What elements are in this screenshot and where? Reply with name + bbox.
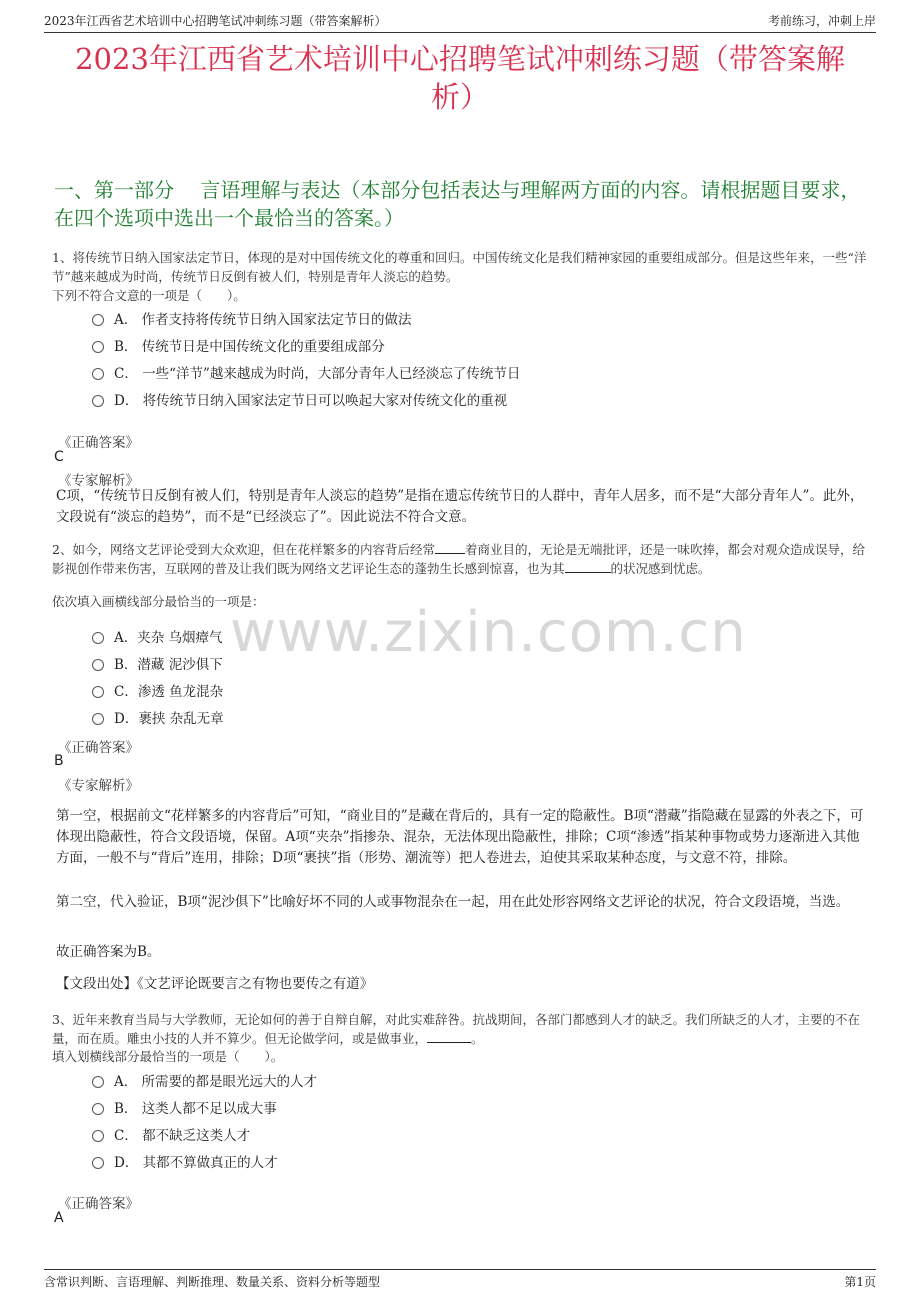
page-header	[44, 10, 876, 33]
option-label: D．裹挟 杂乱无章	[114, 711, 224, 727]
q3-stem-part2: 。	[471, 1031, 484, 1046]
header-slogan: 考前练习，冲刺上岸	[767, 14, 876, 28]
radio-icon[interactable]	[92, 659, 104, 671]
footer-description: 含常识判断、言语理解、判断推理、数量关系、资料分析等题型	[44, 1275, 381, 1289]
page-number: 第1页	[844, 1275, 876, 1289]
q1-analysis-label: 《专家解析》	[58, 473, 139, 489]
radio-icon[interactable]	[92, 314, 104, 326]
page-footer	[44, 1269, 876, 1292]
q1-option-b[interactable]	[92, 335, 385, 355]
q2-analysis-label: 《专家解析》	[58, 778, 139, 794]
q3-answer-label: 《正确答案》	[58, 1196, 139, 1212]
q3-stem-part1: 3、近年来教育当局与大学教师，无论如何的善于自辩自解，对此实难辞咎。抗战期间，各部门都感到人才的缺乏。我们所缺乏的人才，主要的不在量，而在质。雕虫小技的人并不算少。但无论做学问，或是做事业，	[52, 1012, 860, 1046]
q3-option-a[interactable]	[92, 1070, 317, 1090]
radio-icon[interactable]	[92, 1130, 104, 1142]
header-doc-title: 2023年江西省艺术培训中心招聘笔试冲刺练习题（带答案解析）	[44, 14, 387, 28]
radio-icon[interactable]	[92, 1076, 104, 1088]
q1-answer: C	[54, 449, 64, 465]
q2-analysis-2: 第二空，代入验证，B项“泥沙俱下”比喻好坏不同的人或事物混杂在一起，用在此处形容网络文艺评论的状况，符合文段语境，当选。	[56, 894, 850, 910]
option-label: C．渗透 鱼龙混杂	[114, 684, 224, 700]
radio-icon[interactable]	[92, 368, 104, 380]
q3-stem	[52, 1010, 870, 1048]
option-label: B． 传统节日是中国传统文化的重要组成部分	[114, 339, 385, 355]
q2-analysis-1: 第一空，根据前文“花样繁多的内容背后”可知，“商业目的”是藏在背后的，具有一定的隐蔽性。B项“潜藏”指隐藏在显露的外表之下，可体现出隐蔽性，符合文段语境，保留。A项“夹杂”指掺杂、混杂，无法体现出隐蔽性，排除；C项“渗透”指某种事物或势力逐渐进入其他方面，一般不与“背后”连用，排除；D项“裹挟”指（形势、潮流等）把人卷进去，迫使其采取某种态度，与文意不符，排除。	[56, 808, 864, 866]
option-label: C． 都不缺乏这类人才	[114, 1128, 251, 1144]
q1-stem: 1、将传统节日纳入国家法定节日，体现的是对中国传统文化的尊重和回归。中国传统文化是我们精神家园的重要组成部分。但是这些年来，一些“洋节”越来越成为时尚，传统节日反倒有被人们，特别是青年人淡忘的趋势。	[52, 250, 867, 284]
radio-icon[interactable]	[92, 713, 104, 725]
q1-answer-label: 《正确答案》	[58, 435, 139, 451]
option-label: C． 一些“洋节”越来越成为时尚，大部分青年人已经淡忘了传统节日	[114, 366, 521, 382]
q3-option-c[interactable]	[92, 1124, 250, 1144]
q3-option-b[interactable]	[92, 1097, 277, 1117]
radio-icon[interactable]	[92, 1103, 104, 1115]
q3-prompt: 填入划横线部分最恰当的一项是（ ）。	[52, 1049, 284, 1064]
option-label: B． 这类人都不足以成大事	[114, 1101, 277, 1117]
watermark: www.zixin.com.cn	[230, 600, 747, 665]
radio-icon[interactable]	[92, 632, 104, 644]
q2-blank-1	[435, 553, 465, 554]
option-label: D． 将传统节日纳入国家法定节日可以唤起大家对传统文化的重视	[114, 393, 508, 409]
section-heading: 一、第一部分 言语理解与表达（本部分包括表达与理解两方面的内容。请根据题目要求，在四个选项中选出一个最恰当的答案。）	[54, 178, 861, 230]
q1-option-d[interactable]	[92, 389, 507, 409]
q2-stem	[52, 540, 870, 578]
option-label: D． 其都不算做真正的人才	[114, 1155, 278, 1171]
q2-conclusion: 故正确答案为B。	[56, 944, 161, 960]
radio-icon[interactable]	[92, 341, 104, 353]
radio-icon[interactable]	[92, 1157, 104, 1169]
q2-blank-2	[565, 572, 611, 573]
q1-option-a[interactable]	[92, 308, 412, 328]
q2-stem-part1: 2、如今，网络文艺评论受到大众欢迎，但在花样繁多的内容背后经常	[52, 542, 435, 557]
q2-option-a[interactable]	[92, 626, 223, 646]
option-label: A． 作者支持将传统节日纳入国家法定节日的做法	[114, 312, 412, 328]
option-label: A． 所需要的都是眼光远大的人才	[114, 1074, 318, 1090]
option-label: A．夹杂 乌烟瘴气	[114, 630, 223, 646]
q2-stem-part3: 的状况感到忧虑。	[610, 561, 711, 576]
q2-source: 【文段出处】《文艺评论既要言之有物也要传之有道》	[56, 976, 374, 992]
q1-analysis: C项，“传统节日反倒有被人们，特别是青年人淡忘的趋势”是指在遗忘传统节日的人群中，青年人居多，而不是“大部分青年人”。此外，文段说有“淡忘的趋势”，而不是“已经淡忘了”。因此说法不符合文意。	[56, 488, 864, 525]
q2-option-c[interactable]	[92, 680, 223, 700]
q3-option-d[interactable]	[92, 1151, 278, 1171]
q1-option-c[interactable]	[92, 362, 520, 382]
radio-icon[interactable]	[92, 395, 104, 407]
radio-icon[interactable]	[92, 686, 104, 698]
q3-answer: A	[54, 1210, 64, 1226]
q2-option-d[interactable]	[92, 707, 224, 727]
q2-stem-part2: 着商业目的，无论是无端批评，还是一味吹捧，都会对观众造成误导，给影视创作带来伤害，互联网的普及让我们既为网络文艺评论生态的蓬勃生长感到惊喜，也为其	[52, 542, 865, 576]
option-label: B．潜藏 泥沙俱下	[114, 657, 223, 673]
q2-prompt: 依次填入画横线部分最恰当的一项是：	[52, 594, 265, 609]
q2-answer: B	[54, 753, 64, 769]
q2-answer-label: 《正确答案》	[58, 740, 139, 756]
page-title: 2023年江西省艺术培训中心招聘笔试冲刺练习题（带答案解析）	[75, 42, 845, 114]
q1-prompt: 下列不符合文意的一项是（ ）。	[52, 288, 246, 303]
q3-blank	[427, 1042, 471, 1043]
q2-option-b[interactable]	[92, 653, 223, 673]
